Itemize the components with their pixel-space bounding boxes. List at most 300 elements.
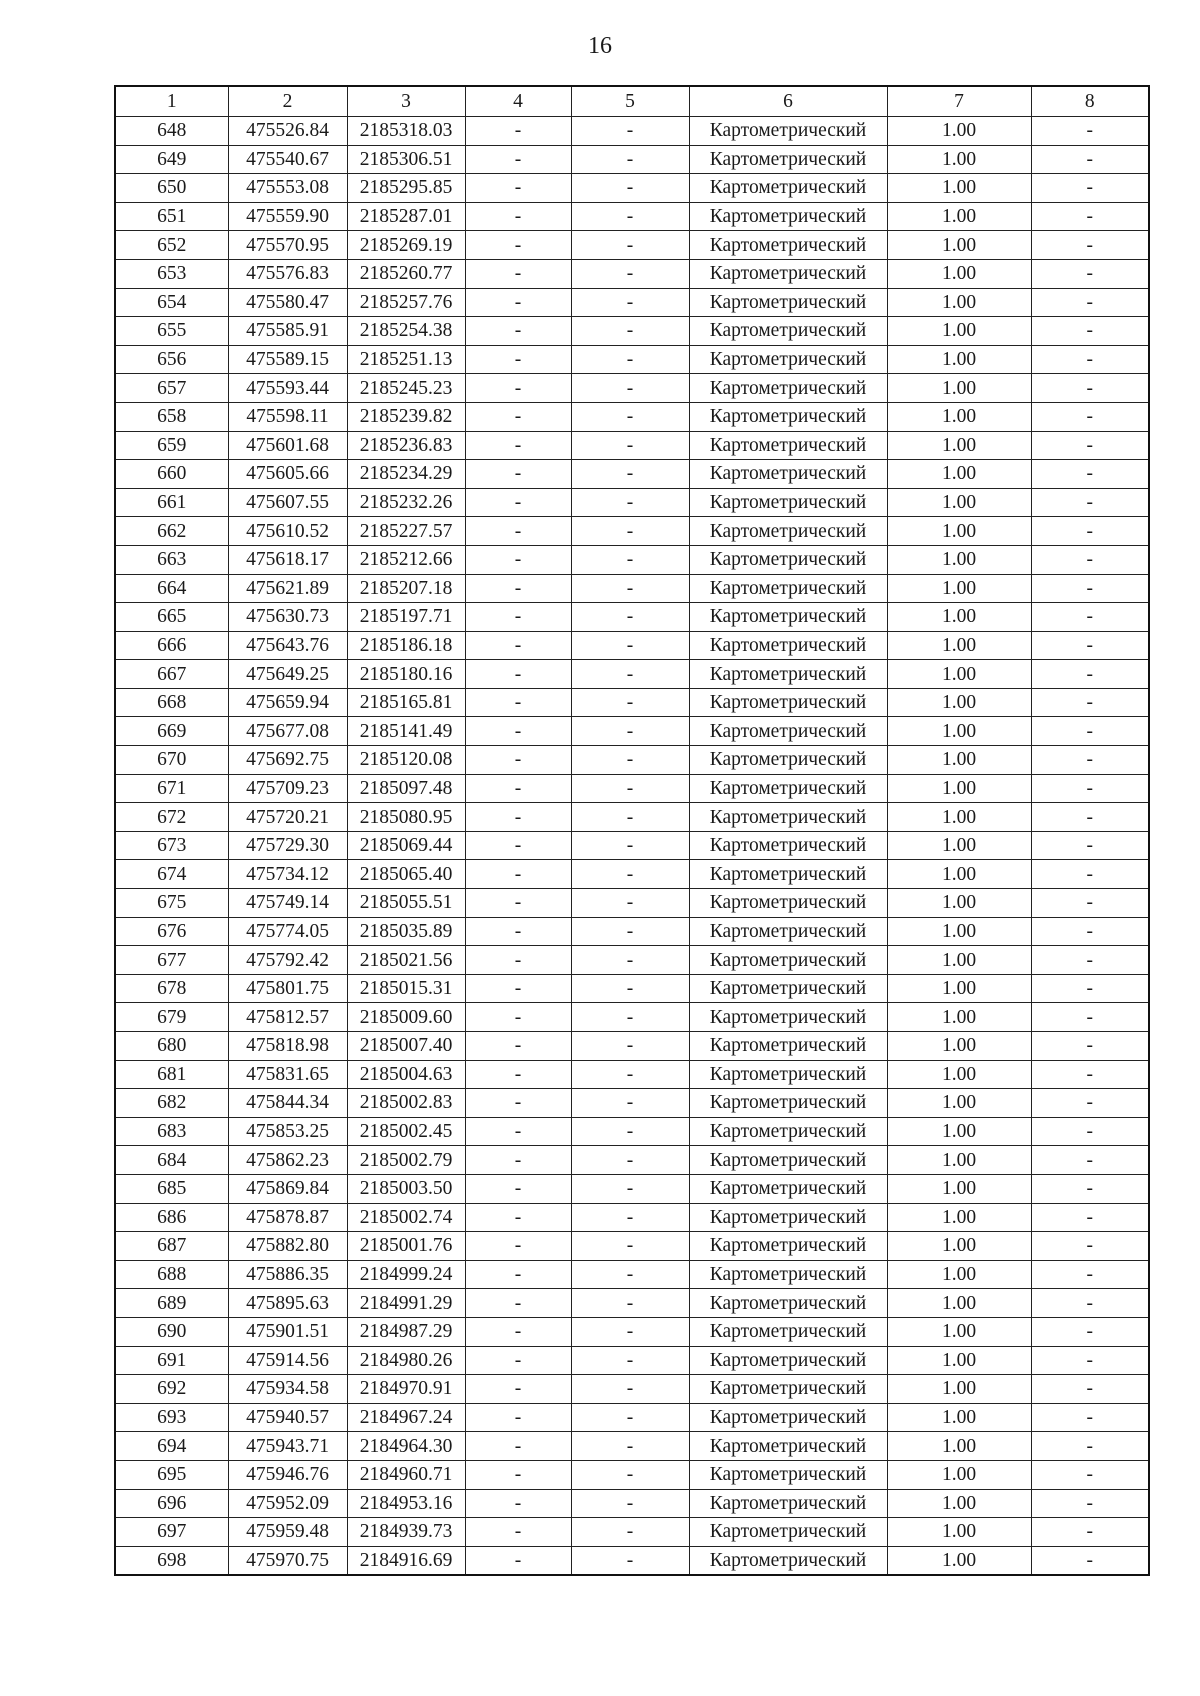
- column-8-cell: -: [1031, 374, 1149, 403]
- point-number: 684: [115, 1146, 228, 1175]
- page-number: 16: [588, 33, 612, 59]
- column-header-1: 1: [115, 86, 228, 117]
- column-8-cell: -: [1031, 145, 1149, 174]
- column-header-5: 5: [571, 86, 689, 117]
- coordinate-y: 2185069.44: [347, 831, 465, 860]
- accuracy-cell: 1.00: [887, 974, 1031, 1003]
- point-number: 675: [115, 889, 228, 918]
- coordinate-y: 2185002.83: [347, 1089, 465, 1118]
- point-number: 680: [115, 1032, 228, 1061]
- coordinate-y: 2185251.13: [347, 345, 465, 374]
- point-number: 694: [115, 1432, 228, 1461]
- column-4-cell: -: [465, 317, 571, 346]
- accuracy-cell: 1.00: [887, 860, 1031, 889]
- accuracy-cell: 1.00: [887, 1032, 1031, 1061]
- table-row: [115, 1089, 1149, 1118]
- coordinate-x: 475844.34: [228, 1089, 347, 1118]
- column-4-cell: -: [465, 1346, 571, 1375]
- accuracy-cell: 1.00: [887, 688, 1031, 717]
- column-5-cell: -: [571, 1174, 689, 1203]
- column-8-cell: -: [1031, 345, 1149, 374]
- point-number: 657: [115, 374, 228, 403]
- column-4-cell: -: [465, 1089, 571, 1118]
- point-number: 666: [115, 631, 228, 660]
- point-number: 672: [115, 803, 228, 832]
- table-row: [115, 374, 1149, 403]
- column-5-cell: -: [571, 145, 689, 174]
- point-number: 698: [115, 1546, 228, 1575]
- coordinate-x: 475792.42: [228, 946, 347, 975]
- coordinate-y: 2185257.76: [347, 288, 465, 317]
- method-cell: Картометрический: [689, 317, 887, 346]
- coordinate-x: 475831.65: [228, 1060, 347, 1089]
- coordinate-x: 475970.75: [228, 1546, 347, 1575]
- accuracy-cell: 1.00: [887, 117, 1031, 146]
- coordinate-y: 2185269.19: [347, 231, 465, 260]
- column-8-cell: -: [1031, 774, 1149, 803]
- accuracy-cell: 1.00: [887, 1489, 1031, 1518]
- accuracy-cell: 1.00: [887, 431, 1031, 460]
- column-5-cell: -: [571, 402, 689, 431]
- column-8-cell: -: [1031, 717, 1149, 746]
- table-row: [115, 1260, 1149, 1289]
- column-4-cell: -: [465, 803, 571, 832]
- coordinate-y: 2184960.71: [347, 1460, 465, 1489]
- table-row: [115, 1489, 1149, 1518]
- point-number: 696: [115, 1489, 228, 1518]
- point-number: 689: [115, 1289, 228, 1318]
- coordinate-y: 2185212.66: [347, 545, 465, 574]
- column-8-cell: -: [1031, 1432, 1149, 1461]
- accuracy-cell: 1.00: [887, 1260, 1031, 1289]
- table-row: [115, 345, 1149, 374]
- coordinate-x: 475801.75: [228, 974, 347, 1003]
- column-4-cell: -: [465, 202, 571, 231]
- coordinate-x: 475914.56: [228, 1346, 347, 1375]
- table-row: [115, 1546, 1149, 1575]
- table-row: [115, 202, 1149, 231]
- coordinate-x: 475601.68: [228, 431, 347, 460]
- column-4-cell: -: [465, 746, 571, 775]
- column-4-cell: -: [465, 488, 571, 517]
- coordinate-y: 2184970.91: [347, 1375, 465, 1404]
- coordinate-y: 2185295.85: [347, 174, 465, 203]
- table-row: [115, 431, 1149, 460]
- coordinate-x: 475946.76: [228, 1460, 347, 1489]
- accuracy-cell: 1.00: [887, 1060, 1031, 1089]
- method-cell: Картометрический: [689, 1546, 887, 1575]
- point-number: 685: [115, 1174, 228, 1203]
- coordinate-x: 475659.94: [228, 688, 347, 717]
- method-cell: Картометрический: [689, 831, 887, 860]
- method-cell: Картометрический: [689, 1174, 887, 1203]
- table-row: [115, 288, 1149, 317]
- column-4-cell: -: [465, 1432, 571, 1461]
- column-5-cell: -: [571, 1232, 689, 1261]
- column-5-cell: -: [571, 1146, 689, 1175]
- column-4-cell: -: [465, 1174, 571, 1203]
- column-8-cell: -: [1031, 1032, 1149, 1061]
- point-number: 693: [115, 1403, 228, 1432]
- table-row: [115, 803, 1149, 832]
- coordinate-x: 475940.57: [228, 1403, 347, 1432]
- column-5-cell: -: [571, 1289, 689, 1318]
- point-number: 658: [115, 402, 228, 431]
- column-5-cell: -: [571, 631, 689, 660]
- coordinate-y: 2185015.31: [347, 974, 465, 1003]
- table-row: [115, 860, 1149, 889]
- column-4-cell: -: [465, 574, 571, 603]
- column-8-cell: -: [1031, 688, 1149, 717]
- coordinate-y: 2184991.29: [347, 1289, 465, 1318]
- column-8-cell: -: [1031, 1003, 1149, 1032]
- coordinate-y: 2185021.56: [347, 946, 465, 975]
- column-5-cell: -: [571, 1060, 689, 1089]
- method-cell: Картометрический: [689, 1460, 887, 1489]
- column-8-cell: -: [1031, 603, 1149, 632]
- column-5-cell: -: [571, 317, 689, 346]
- method-cell: Картометрический: [689, 1432, 887, 1461]
- accuracy-cell: 1.00: [887, 488, 1031, 517]
- column-5-cell: -: [571, 803, 689, 832]
- coordinate-x: 475853.25: [228, 1117, 347, 1146]
- coordinate-x: 475862.23: [228, 1146, 347, 1175]
- coordinate-x: 475607.55: [228, 488, 347, 517]
- column-5-cell: -: [571, 1203, 689, 1232]
- table-row: [115, 460, 1149, 489]
- table-row: [115, 1117, 1149, 1146]
- table-row: [115, 1174, 1149, 1203]
- method-cell: Картометрический: [689, 688, 887, 717]
- column-8-cell: -: [1031, 202, 1149, 231]
- column-4-cell: -: [465, 1003, 571, 1032]
- column-8-cell: -: [1031, 1403, 1149, 1432]
- point-number: 652: [115, 231, 228, 260]
- column-4-cell: -: [465, 545, 571, 574]
- table-row: [115, 1203, 1149, 1232]
- column-4-cell: -: [465, 117, 571, 146]
- column-5-cell: -: [571, 117, 689, 146]
- column-8-cell: -: [1031, 917, 1149, 946]
- column-4-cell: -: [465, 1232, 571, 1261]
- column-8-cell: -: [1031, 517, 1149, 546]
- point-number: 679: [115, 1003, 228, 1032]
- column-5-cell: -: [571, 1432, 689, 1461]
- column-5-cell: -: [571, 1375, 689, 1404]
- method-cell: Картометрический: [689, 374, 887, 403]
- coordinate-y: 2185080.95: [347, 803, 465, 832]
- column-8-cell: -: [1031, 317, 1149, 346]
- column-8-cell: -: [1031, 946, 1149, 975]
- accuracy-cell: 1.00: [887, 889, 1031, 918]
- point-number: 674: [115, 860, 228, 889]
- accuracy-cell: 1.00: [887, 803, 1031, 832]
- method-cell: Картометрический: [689, 603, 887, 632]
- method-cell: Картометрический: [689, 660, 887, 689]
- coordinate-x: 475526.84: [228, 117, 347, 146]
- table-row: [115, 717, 1149, 746]
- coordinate-x: 475605.66: [228, 460, 347, 489]
- method-cell: Картометрический: [689, 460, 887, 489]
- coordinate-x: 475959.48: [228, 1518, 347, 1547]
- accuracy-cell: 1.00: [887, 946, 1031, 975]
- coordinate-y: 2185234.29: [347, 460, 465, 489]
- column-8-cell: -: [1031, 1546, 1149, 1575]
- coordinate-y: 2185002.74: [347, 1203, 465, 1232]
- column-5-cell: -: [571, 974, 689, 1003]
- coordinate-y: 2185120.08: [347, 746, 465, 775]
- table-row: [115, 259, 1149, 288]
- table-row: [115, 831, 1149, 860]
- coordinate-y: 2185207.18: [347, 574, 465, 603]
- column-4-cell: -: [465, 174, 571, 203]
- coordinate-y: 2185227.57: [347, 517, 465, 546]
- column-4-cell: -: [465, 774, 571, 803]
- column-8-cell: -: [1031, 259, 1149, 288]
- coordinate-y: 2184916.69: [347, 1546, 465, 1575]
- column-4-cell: -: [465, 517, 571, 546]
- table-row: [115, 774, 1149, 803]
- table-row: [115, 974, 1149, 1003]
- accuracy-cell: 1.00: [887, 231, 1031, 260]
- column-8-cell: -: [1031, 402, 1149, 431]
- column-8-cell: -: [1031, 1117, 1149, 1146]
- column-4-cell: -: [465, 460, 571, 489]
- column-5-cell: -: [571, 374, 689, 403]
- column-5-cell: -: [571, 603, 689, 632]
- column-5-cell: -: [571, 1489, 689, 1518]
- column-4-cell: -: [465, 1117, 571, 1146]
- column-5-cell: -: [571, 545, 689, 574]
- table-row: [115, 1460, 1149, 1489]
- coordinate-y: 2185001.76: [347, 1232, 465, 1261]
- point-number: 654: [115, 288, 228, 317]
- column-4-cell: -: [465, 889, 571, 918]
- column-8-cell: -: [1031, 1317, 1149, 1346]
- coordinate-y: 2185141.49: [347, 717, 465, 746]
- coordinate-x: 475720.21: [228, 803, 347, 832]
- column-5-cell: -: [571, 174, 689, 203]
- method-cell: Картометрический: [689, 803, 887, 832]
- accuracy-cell: 1.00: [887, 1432, 1031, 1461]
- column-header-2: 2: [228, 86, 347, 117]
- method-cell: Картометрический: [689, 1317, 887, 1346]
- point-number: 690: [115, 1317, 228, 1346]
- point-number: 697: [115, 1518, 228, 1547]
- table-row: [115, 660, 1149, 689]
- coordinate-x: 475869.84: [228, 1174, 347, 1203]
- column-8-cell: -: [1031, 1346, 1149, 1375]
- point-number: 650: [115, 174, 228, 203]
- accuracy-cell: 1.00: [887, 831, 1031, 860]
- method-cell: Картометрический: [689, 1403, 887, 1432]
- coordinate-y: 2184939.73: [347, 1518, 465, 1547]
- column-4-cell: -: [465, 1489, 571, 1518]
- coordinate-x: 475709.23: [228, 774, 347, 803]
- table-row: [115, 317, 1149, 346]
- coordinate-x: 475585.91: [228, 317, 347, 346]
- column-4-cell: -: [465, 1375, 571, 1404]
- table-row: [115, 1003, 1149, 1032]
- table-row: [115, 1403, 1149, 1432]
- column-4-cell: -: [465, 1146, 571, 1175]
- coordinate-x: 475734.12: [228, 860, 347, 889]
- coordinate-x: 475580.47: [228, 288, 347, 317]
- column-4-cell: -: [465, 831, 571, 860]
- coordinate-x: 475749.14: [228, 889, 347, 918]
- point-number: 686: [115, 1203, 228, 1232]
- accuracy-cell: 1.00: [887, 317, 1031, 346]
- coordinate-x: 475774.05: [228, 917, 347, 946]
- column-8-cell: -: [1031, 288, 1149, 317]
- column-4-cell: -: [465, 717, 571, 746]
- column-5-cell: -: [571, 746, 689, 775]
- table-row: [115, 117, 1149, 146]
- accuracy-cell: 1.00: [887, 774, 1031, 803]
- column-8-cell: -: [1031, 1174, 1149, 1203]
- column-8-cell: -: [1031, 545, 1149, 574]
- method-cell: Картометрический: [689, 1203, 887, 1232]
- point-number: 665: [115, 603, 228, 632]
- method-cell: Картометрический: [689, 259, 887, 288]
- coordinate-x: 475649.25: [228, 660, 347, 689]
- table-row: [115, 1432, 1149, 1461]
- coordinate-x: 475576.83: [228, 259, 347, 288]
- table-row: [115, 1289, 1149, 1318]
- coordinate-y: 2185287.01: [347, 202, 465, 231]
- coordinate-y: 2185306.51: [347, 145, 465, 174]
- method-cell: Картометрический: [689, 345, 887, 374]
- accuracy-cell: 1.00: [887, 1146, 1031, 1175]
- column-5-cell: -: [571, 1403, 689, 1432]
- column-8-cell: -: [1031, 1375, 1149, 1404]
- accuracy-cell: 1.00: [887, 345, 1031, 374]
- accuracy-cell: 1.00: [887, 746, 1031, 775]
- column-4-cell: -: [465, 1032, 571, 1061]
- column-4-cell: -: [465, 1518, 571, 1547]
- column-4-cell: -: [465, 1060, 571, 1089]
- column-4-cell: -: [465, 1317, 571, 1346]
- method-cell: Картометрический: [689, 1289, 887, 1318]
- table-row: [115, 231, 1149, 260]
- method-cell: Картометрический: [689, 1060, 887, 1089]
- point-number: 695: [115, 1460, 228, 1489]
- accuracy-cell: 1.00: [887, 288, 1031, 317]
- table-row: [115, 174, 1149, 203]
- column-5-cell: -: [571, 1003, 689, 1032]
- coordinate-x: 475882.80: [228, 1232, 347, 1261]
- column-4-cell: -: [465, 231, 571, 260]
- column-header-6: 6: [689, 86, 887, 117]
- table-row: [115, 1317, 1149, 1346]
- coordinate-y: 2185002.79: [347, 1146, 465, 1175]
- coordinate-x: 475643.76: [228, 631, 347, 660]
- method-cell: Картометрический: [689, 1232, 887, 1261]
- coordinate-y: 2185318.03: [347, 117, 465, 146]
- coordinate-x: 475886.35: [228, 1260, 347, 1289]
- coordinate-y: 2185245.23: [347, 374, 465, 403]
- method-cell: Картометрический: [689, 917, 887, 946]
- coordinate-x: 475553.08: [228, 174, 347, 203]
- method-cell: Картометрический: [689, 1346, 887, 1375]
- column-5-cell: -: [571, 259, 689, 288]
- column-8-cell: -: [1031, 974, 1149, 1003]
- accuracy-cell: 1.00: [887, 1546, 1031, 1575]
- point-number: 663: [115, 545, 228, 574]
- accuracy-cell: 1.00: [887, 1003, 1031, 1032]
- column-5-cell: -: [571, 1546, 689, 1575]
- column-8-cell: -: [1031, 660, 1149, 689]
- column-4-cell: -: [465, 1403, 571, 1432]
- table-row: [115, 545, 1149, 574]
- accuracy-cell: 1.00: [887, 1117, 1031, 1146]
- accuracy-cell: 1.00: [887, 660, 1031, 689]
- column-8-cell: -: [1031, 1232, 1149, 1261]
- coordinate-y: 2185035.89: [347, 917, 465, 946]
- accuracy-cell: 1.00: [887, 1203, 1031, 1232]
- coordinate-y: 2185197.71: [347, 603, 465, 632]
- column-5-cell: -: [571, 574, 689, 603]
- point-number: 668: [115, 688, 228, 717]
- accuracy-cell: 1.00: [887, 402, 1031, 431]
- accuracy-cell: 1.00: [887, 1289, 1031, 1318]
- coordinate-y: 2185165.81: [347, 688, 465, 717]
- column-8-cell: -: [1031, 488, 1149, 517]
- point-number: 683: [115, 1117, 228, 1146]
- table-row: [115, 574, 1149, 603]
- method-cell: Картометрический: [689, 1375, 887, 1404]
- coordinate-y: 2185180.16: [347, 660, 465, 689]
- coordinate-y: 2184999.24: [347, 1260, 465, 1289]
- column-8-cell: -: [1031, 803, 1149, 832]
- method-cell: Картометрический: [689, 1117, 887, 1146]
- column-5-cell: -: [571, 1260, 689, 1289]
- column-4-cell: -: [465, 431, 571, 460]
- coordinate-x: 475630.73: [228, 603, 347, 632]
- table-row: [115, 1518, 1149, 1547]
- column-5-cell: -: [571, 688, 689, 717]
- table-row: [115, 1032, 1149, 1061]
- column-4-cell: -: [465, 917, 571, 946]
- method-cell: Картометрический: [689, 1003, 887, 1032]
- column-5-cell: -: [571, 1317, 689, 1346]
- column-8-cell: -: [1031, 117, 1149, 146]
- table-row: [115, 145, 1149, 174]
- table-row: [115, 917, 1149, 946]
- method-cell: Картометрический: [689, 231, 887, 260]
- point-number: 669: [115, 717, 228, 746]
- method-cell: Картометрический: [689, 431, 887, 460]
- point-number: 676: [115, 917, 228, 946]
- column-8-cell: -: [1031, 1289, 1149, 1318]
- table-row: [115, 889, 1149, 918]
- coordinate-x: 475621.89: [228, 574, 347, 603]
- column-4-cell: -: [465, 1203, 571, 1232]
- method-cell: Картометрический: [689, 574, 887, 603]
- column-4-cell: -: [465, 402, 571, 431]
- accuracy-cell: 1.00: [887, 717, 1031, 746]
- column-5-cell: -: [571, 231, 689, 260]
- coordinate-y: 2185232.26: [347, 488, 465, 517]
- column-4-cell: -: [465, 860, 571, 889]
- coordinate-y: 2185003.50: [347, 1174, 465, 1203]
- accuracy-cell: 1.00: [887, 259, 1031, 288]
- coordinate-y: 2185097.48: [347, 774, 465, 803]
- column-5-cell: -: [571, 860, 689, 889]
- column-8-cell: -: [1031, 1146, 1149, 1175]
- column-5-cell: -: [571, 517, 689, 546]
- point-number: 664: [115, 574, 228, 603]
